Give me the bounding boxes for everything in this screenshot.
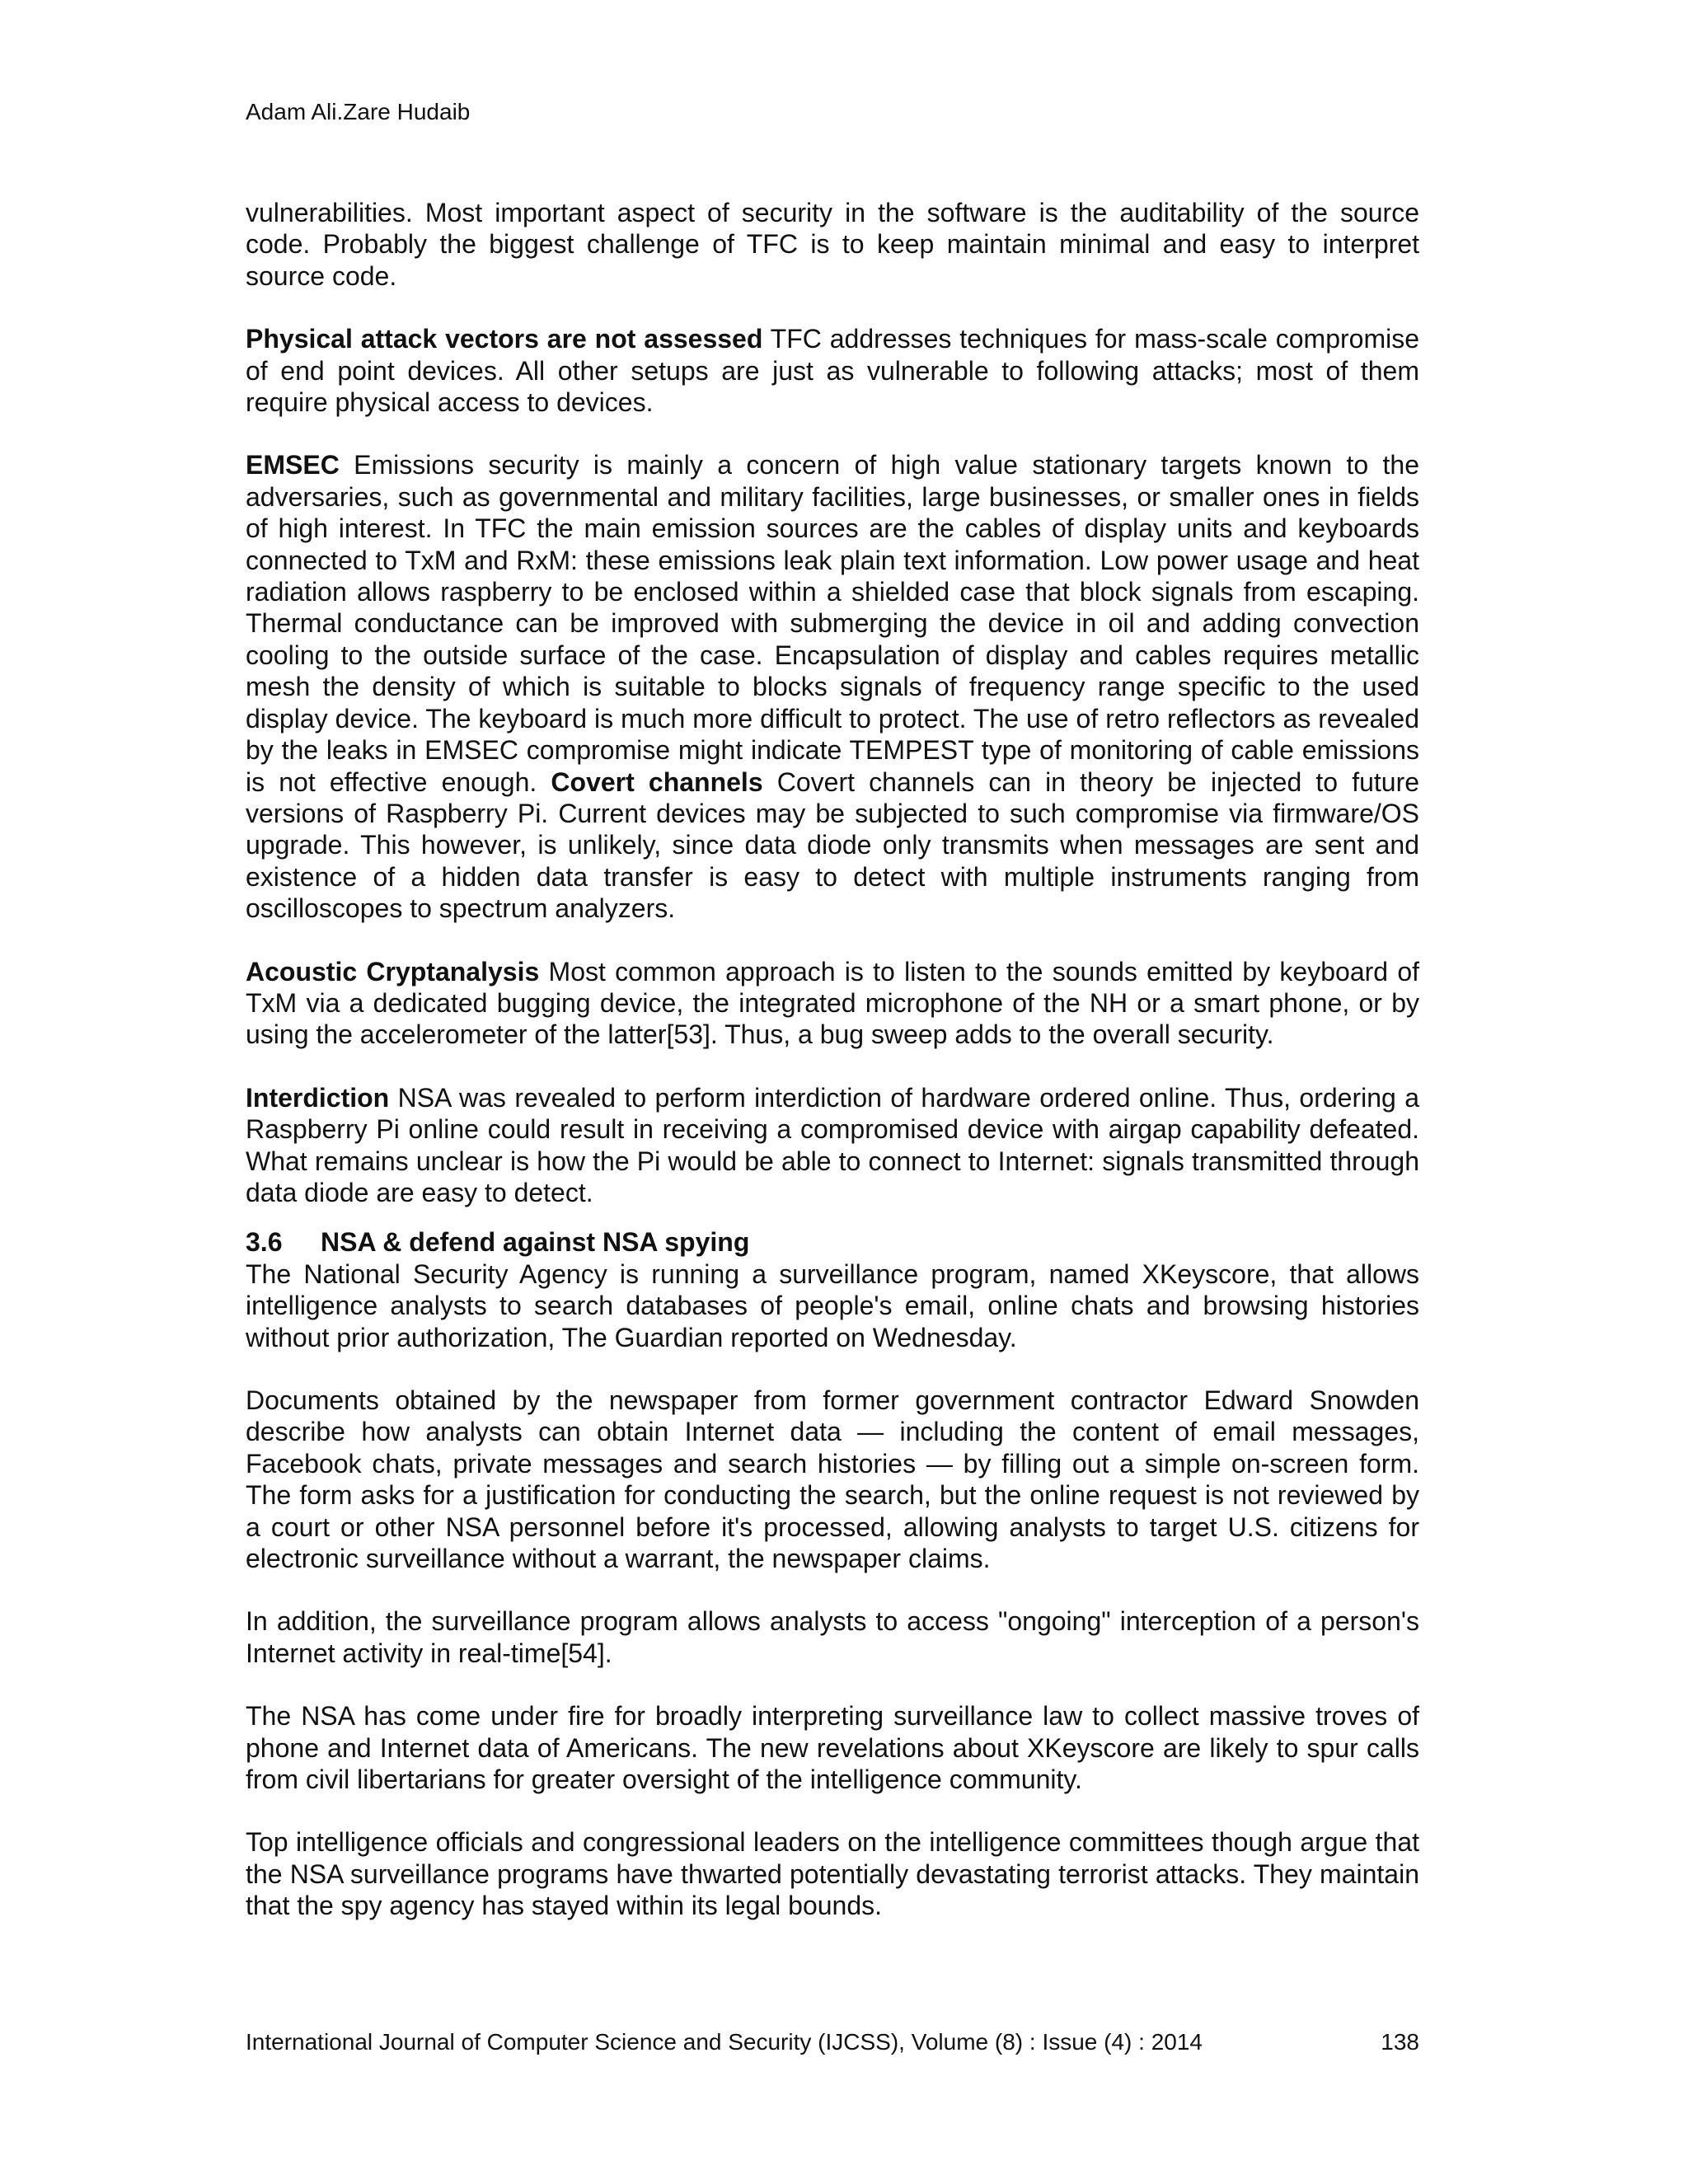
paragraph-lead-term: EMSEC: [246, 450, 340, 480]
page-body: [246, 197, 1419, 1953]
paragraph-text: Documents obtained by the newspaper from former government contractor Edward Snowden describe how analysts can obtain Internet data — including the content of email messages, Facebook chats, private messages and search histories — by filling out a simple on-screen form. The form asks for a justification for conducting the search, but the online request is not reviewed by a court or other NSA personnel before it's processed, allowing analysts to target U.S. citizens for electronic surveillance without a warrant, the newspaper claims.: [246, 1385, 1419, 1574]
paragraph-text: vulnerabilities. Most important aspect of security in the software is the auditability of the source code. Probably the biggest challenge of TFC is to keep maintain minimal and easy to interpret source code.: [246, 198, 1419, 291]
paragraph-text: The National Security Agency is running a surveillance program, named XKeyscore, that allows intelligence analysts to search databases of people's email, online chats and browsing histories without prior authorization, The Guardian reported on Wednesday.: [246, 1258, 1419, 1352]
author-name: Adam Ali.Zare Hudaib: [246, 99, 471, 124]
paragraph-text: Most common approach is to listen to the sounds emitted by keyboard of TxM via a dedicated bugging device, the integrated microphone of the NH or a smart phone, or by using the accelerometer of the latter[53]. Thus, a bug sweep adds to the overall security.: [246, 956, 1420, 1050]
paragraph-physical-attack: [246, 323, 1419, 418]
paragraph-lead-term: Physical attack vectors are not assessed: [246, 324, 763, 354]
section-number: 3.6: [246, 1227, 283, 1258]
paragraph-acoustic-cryptanalysis: [246, 956, 1419, 1051]
paragraph-nsa-criticism: [246, 1700, 1419, 1795]
paragraph-emsec: [246, 449, 1419, 924]
paragraph-snowden-documents: [246, 1385, 1419, 1574]
paragraph-text: Top intelligence officials and congressional leaders on the intelligence committees though argue that the NSA surveillance programs have thwarted potentially devastating terrorist attacks. They maintain that the spy agency has stayed within its legal bounds.: [246, 1827, 1419, 1921]
running-header: [246, 97, 470, 127]
paragraph-ongoing-interception: [246, 1605, 1419, 1669]
page-number: 138: [1381, 2029, 1419, 2055]
paragraph-text: In addition, the surveillance program allows analysts to access "ongoing" interception of a person's Internet activity in real-time[54].: [246, 1606, 1419, 1668]
page-footer: [246, 2027, 1419, 2057]
paragraph-text: Emissions security is mainly a concern of high value stationary targets known to the adversaries, such as governmental and military facilities, large businesses, or smaller ones in fields of high interest. In TFC the main emission sources are the cables of display units and keyboards connected to TxM and RxM: these emissions leak plain text information. Low power usage and heat radiation allows raspberry to be enclosed within a shielded case that block signals from escaping. Thermal conductance can be improved with submerging the device in oil and adding convection cooling to the outside surface of the case. Encapsulation of display and cables requires metallic mesh the density of which is suitable to blocks signals of frequency range specific to the used display device. The keyboard is much more difficult to protect. The use of retro reflectors as revealed by the leaks in EMSEC compromise might indicate TEMPEST type of monitoring of cable emissions is not effective enough.: [246, 450, 1419, 797]
paragraph-text: The NSA has come under fire for broadly interpreting surveillance law to collect massive troves of phone and Internet data of Americans. The new revelations about XKeyscore are likely to spur calls from civil libertarians for greater oversight of the intelligence community.: [246, 1701, 1419, 1795]
paragraph-xkeyscore: [246, 1258, 1419, 1353]
paragraph-lead-term: Interdiction: [246, 1082, 390, 1113]
paragraph-vulnerabilities: [246, 197, 1419, 292]
inline-term-covert-channels: Covert channels: [551, 766, 763, 797]
paragraph-text-continued: Covert channels can in theory be injected to future versions of Raspberry Pi. Current devices may be subjected to such compromise via firmware/OS upgrade. This however, is unlikely, since data diode only transmits when messages are sent and existence of a hidden data transfer is easy to detect with multiple instruments ranging from oscilloscopes to spectrum analyzers.: [246, 766, 1420, 924]
paragraph-interdiction: [246, 1082, 1419, 1209]
paragraph-lead-term: Acoustic Cryptanalysis: [246, 956, 540, 987]
section-heading: [246, 1226, 1419, 1258]
paragraph-text: TFC addresses techniques for mass-scale compromise of end point devices. All other setups are just as vulnerable to following attacks; most of them require physical access to devices.: [246, 324, 1420, 418]
journal-citation: International Journal of Computer Science and Security (IJCSS), Volume (8) : Issue (4) : 2014: [246, 2029, 1203, 2055]
paragraph-officials-argue: [246, 1826, 1419, 1921]
paragraph-text: NSA was revealed to perform interdiction of hardware ordered online. Thus, ordering a Raspberry Pi online could result in receiving a compromised device with airgap capability defeated. What remains unclear is how the Pi would be able to connect to Internet: signals transmitted through data diode are easy to detect.: [246, 1082, 1419, 1207]
section-title: NSA & defend against NSA spying: [321, 1227, 750, 1258]
